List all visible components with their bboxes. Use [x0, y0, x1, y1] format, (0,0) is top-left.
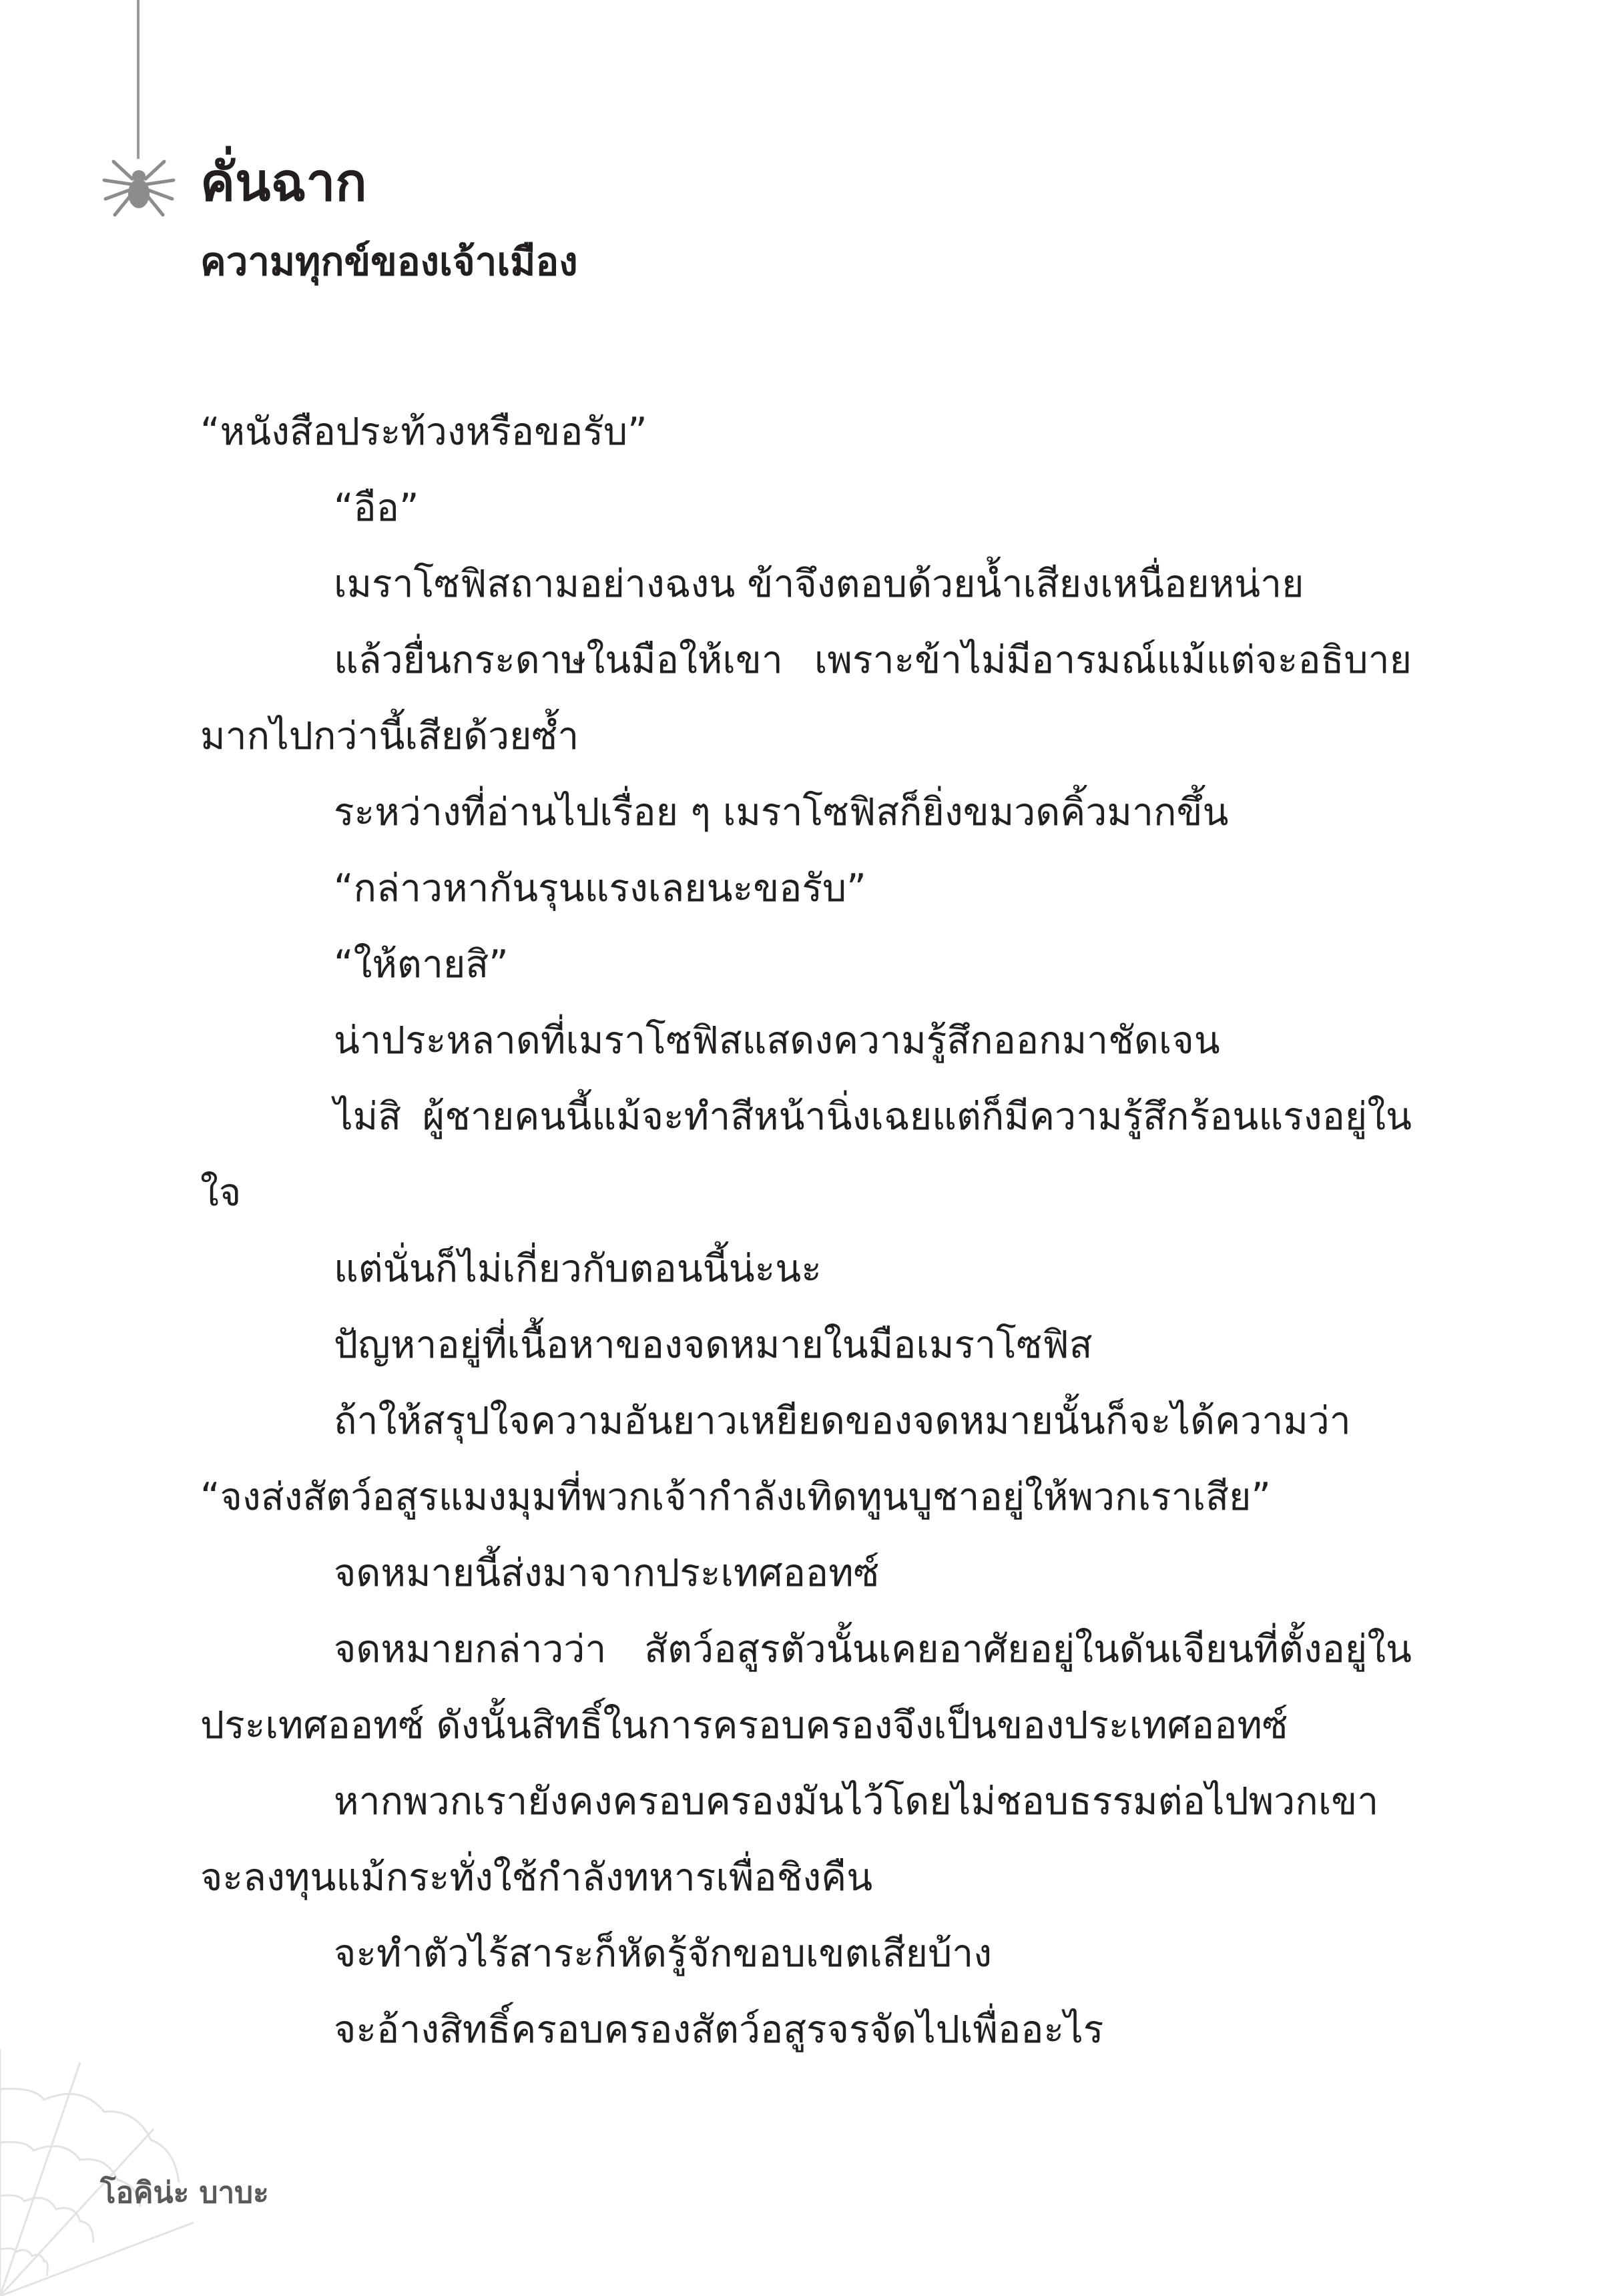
chapter-subtitle: ความทุกข์ของเจ้าเมือง	[200, 239, 578, 284]
paragraph: จดหมายกล่าวว่า สัตว์อสูรตัวนั้นเคยอาศัยอยู่ในดันเจียนที่ตั้งอยู่ในประเทศออทซ์ ดังนั้นสิทธิ์ในการครอบครองจึงเป็นของประเทศออทซ์	[200, 1627, 1412, 1747]
paragraph: ไม่สิ ผู้ชายคนนี้แม้จะทำสีหน้านิ่งเฉยแต่ก็มีความรู้สึกร้อนแรงอยู่ในใจ	[200, 1095, 1412, 1215]
paragraph: “กล่าวหากันรุนแรงเลยนะขอรับ”	[334, 866, 866, 910]
spider-thread	[137, 0, 140, 159]
body-text	[200, 394, 1412, 2068]
paragraph: ถ้าให้สรุปใจความอันยาวเหยียดของจดหมายนั้นก็จะได้ความว่า “จงส่งสัตว์อสูรแมงมุมที่พวกเจ้ากำลังเทิดทูนบูชาอยู่ให้พวกเราเสีย”	[200, 1399, 1351, 1519]
paragraph: “ให้ตายสิ”	[334, 942, 509, 986]
chapter-title: คั่นฉาก	[200, 153, 367, 213]
spider-icon	[100, 152, 178, 219]
paragraph: จะทำตัวไร้สาระก็หัดรู้จักขอบเขตเสียบ้าง	[334, 1932, 993, 1976]
paragraph: แต่นั่นก็ไม่เกี่ยวกับตอนนี้น่ะนะ	[334, 1247, 822, 1291]
paragraph: จดหมายนี้ส่งมาจากประเทศออทซ์	[334, 1551, 880, 1595]
paragraph: “หนังสือประท้วงหรือขอรับ”	[200, 410, 647, 454]
paragraph: จะอ้างสิทธิ์ครอบครองสัตว์อสูรจรจัดไปเพื่ออะไร	[334, 2008, 1104, 2052]
paragraph: เมราโซฟิสถามอย่างฉงน ข้าจึงตอบด้วยน้ำเสียงเหนื่อยหน่าย	[334, 562, 1304, 606]
paragraph: หากพวกเรายังคงครอบครองมันไว้โดยไม่ชอบธรรมต่อไปพวกเขาจะลงทุนแม้กระทั่งใช้กำลังทหารเพื่อชิงคืน	[200, 1779, 1379, 1900]
paragraph: น่าประหลาดที่เมราโซฟิสแสดงความรู้สึกออกมาชัดเจน	[334, 1019, 1220, 1063]
footer-author: โอคิน่ะ บาบะ	[100, 2176, 269, 2210]
paragraph: “อือ”	[334, 486, 419, 530]
paragraph: ระหว่างที่อ่านไปเรื่อย ๆ เมราโซฟิสก็ยิ่งขมวดคิ้วมากขึ้น	[334, 790, 1229, 834]
paragraph: แล้วยื่นกระดาษในมือให้เขา เพราะข้าไม่มีอารมณ์แม้แต่จะอธิบายมากไปกว่านี้เสียด้วยซ้ำ	[200, 638, 1412, 758]
paragraph: ปัญหาอยู่ที่เนื้อหาของจดหมายในมือเมราโซฟิส	[334, 1323, 1093, 1367]
